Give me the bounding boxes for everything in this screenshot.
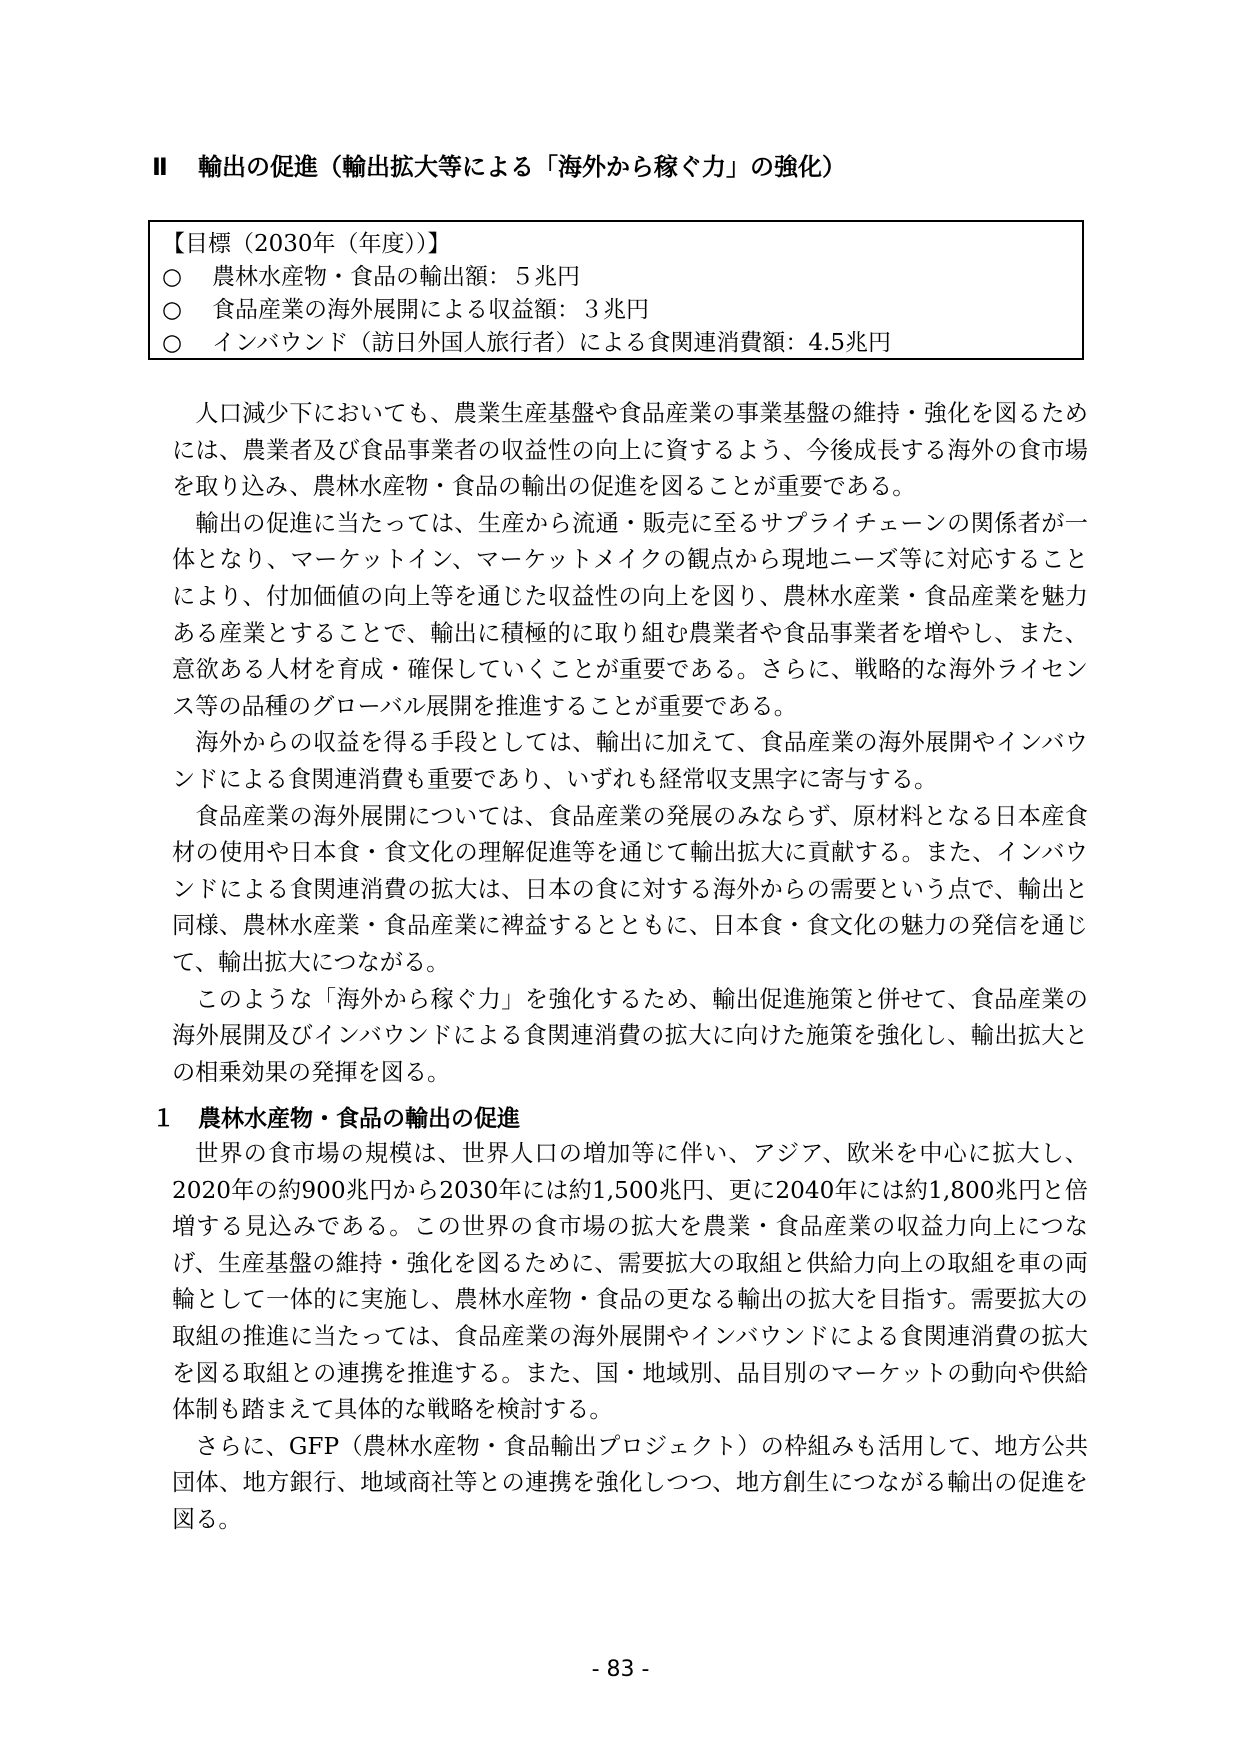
chapter-number: Ⅱ [152,153,168,181]
targets-header: 【目標（2030年（年度））】 [162,231,451,257]
paragraph: 食品産業の海外展開については、食品産業の発展のみならず、原材料となる日本産食材の使用や日本食・食文化の理解促進等を通じて輸出拡大に貢献する。また、インバウンドによる食関連消費の拡大は、日本の食に対する海外からの需要という点で、輸出と同様、農林水産業・食品産業に裨益するとともに、日本食・食文化の魅力の発信を通じて、輸出拡大につながる。 [172,802,1088,976]
section-heading [152,1103,520,1135]
target-item [162,294,1082,327]
page-number: - 83 - [591,1657,650,1682]
paragraph: 人口減少下においても、農業生産基盤や食品産業の事業基盤の維持・強化を図るためには、農業者及び食品事業者の収益性の向上に資するよう、今後成長する海外の食市場を取り込み、農林水産物・食品の輸出の促進を図ることが重要である。 [172,400,1088,501]
intro-body [172,396,1088,1091]
section-number: １ [152,1106,175,1132]
target-item-text: インバウンド（訪日外国人旅行者）による食関連消費額：4.5兆円 [212,330,891,356]
section-body [172,1136,1088,1539]
circle-bullet-icon: ○ [162,330,183,356]
chapter-heading [152,150,846,184]
section-title: 農林水産物・食品の輸出の促進 [198,1106,520,1132]
circle-bullet-icon: ○ [162,264,183,290]
target-item-text: 食品産業の海外展開による収益額：３兆円 [212,297,649,323]
paragraph: 世界の食市場の規模は、世界人口の増加等に伴い、アジア、欧米を中心に拡大し、2020年の約900兆円から2030年には約1,500兆円、更に2040年には約1,800兆円と倍増する見込みである。この世界の食市場の拡大を農業・食品産業の収益力向上につなげ、生産基盤の維持・強化を図るために、需要拡大の取組と供給力向上の取組を車の両輪として一体的に実施し、農林水産物・食品の更なる輸出の拡大を目指す。需要拡大の取組の推進に当たっては、食品産業の海外展開やインバウンドによる食関連消費の拡大を図る取組との連携を推進する。また、国・地域別、品目別のマーケットの動向や供給体制も踏まえて具体的な戦略を検討する。 [172,1140,1088,1424]
target-item [162,261,1082,294]
paragraph: さらに、GFP（農林水産物・食品輸出プロジェクト）の枠組みも活用して、地方公共団体、地方銀行、地域商社等との連携を強化しつつ、地方創生につながる輸出の促進を図る。 [172,1432,1089,1533]
circle-bullet-icon: ○ [162,297,183,323]
target-item [162,327,1082,360]
paragraph: 海外からの収益を得る手段としては、輸出に加えて、食品産業の海外展開やインバウンドによる食関連消費も重要であり、いずれも経常収支黒字に寄与する。 [172,729,1088,793]
chapter-title: 輸出の促進（輸出拡大等による「海外から稼ぐ力」の強化） [198,153,846,181]
paragraph: このような「海外から稼ぐ力」を強化するため、輸出促進施策と併せて、食品産業の海外展開及びインバウンドによる食関連消費の拡大に向けた施策を強化し、輸出拡大との相乗効果の発揮を図る。 [172,985,1088,1086]
paragraph: 輸出の促進に当たっては、生産から流通・販売に至るサプライチェーンの関係者が一体となり、マーケットイン、マーケットメイクの観点から現地ニーズ等に対応することにより、付加価値の向上等を通じた収益性の向上を図り、農林水産業・食品産業を魅力ある産業とすることで、輸出に積極的に取り組む農業者や食品事業者を増やし、また、意欲ある人材を育成・確保していくことが重要である。さらに、戦略的な海外ライセンス等の品種のグローバル展開を推進することが重要である。 [172,509,1088,720]
targets-box [148,220,1084,360]
target-item-text: 農林水産物・食品の輸出額：５兆円 [212,264,580,290]
